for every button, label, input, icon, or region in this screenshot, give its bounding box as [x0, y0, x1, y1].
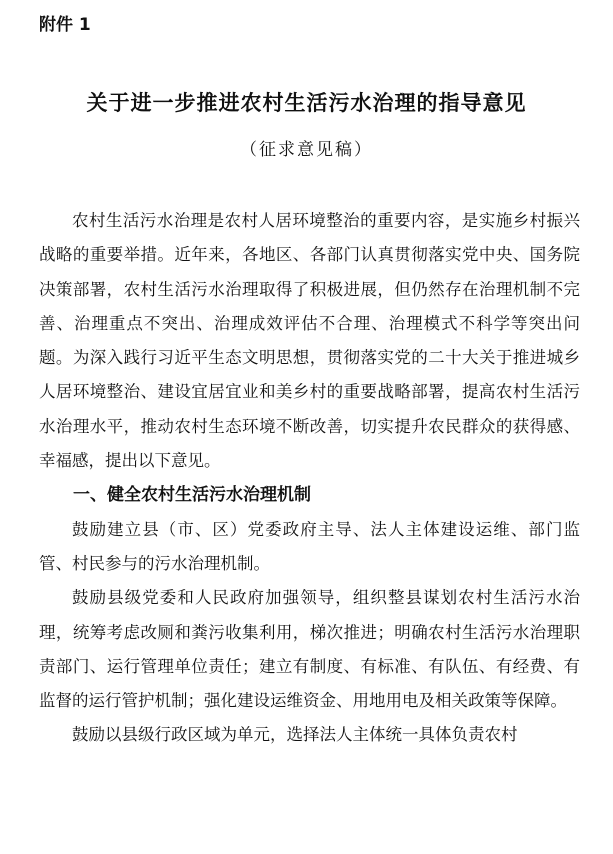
section-paragraph-2: 鼓励县级党委和人民政府加强领导，组织整县谋划农村生活污水治理，统筹考虑改厕和粪污收集利用，梯次推进；明确农村生活污水治理职责部门、运行管理单位责任；建立有制度、有标准、有队伍、有经费、有监督的运行管护机制；强化建设运维资金、用地用电及相关政策等保障。: [39, 588, 580, 711]
attachment-label: 附件 1: [39, 15, 91, 35]
section-heading: 一、健全农村生活污水治理机制: [73, 485, 311, 506]
intro-paragraph: 农村生活污水治理是农村人居环境整治的重要内容，是实施乡村振兴战略的重要举措。近年来，各地区、各部门认真贯彻落实党中央、国务院决策部署，农村生活污水治理取得了积极进展，但仍然存在治理机制不完善、治理重点不突出、治理成效评估不合理、治理模式不科学等突出问题。为深入践行习近平生态文明思想，贯彻落实党的二十大关于推进城乡人居环境整治、建设宜居宜业和美乡村的重要战略部署，提高农村生活污水治理水平，推动农村生态环境不断改善，切实提升农民群众的获得感、幸福感，提出以下意见。: [39, 211, 580, 471]
document-title: 关于进一步推进农村生活污水治理的指导意见: [86, 91, 527, 115]
section-paragraph-3: 鼓励以县级行政区域为单元，选择法人主体统一具体负责农村: [72, 725, 518, 745]
section-paragraph-1: 鼓励建立县（市、区）党委政府主导、法人主体建设运维、部门监管、村民参与的污水治理机制。: [39, 519, 580, 573]
document-body: [39, 204, 580, 753]
document-subtitle: （征求意见稿）: [240, 140, 373, 160]
